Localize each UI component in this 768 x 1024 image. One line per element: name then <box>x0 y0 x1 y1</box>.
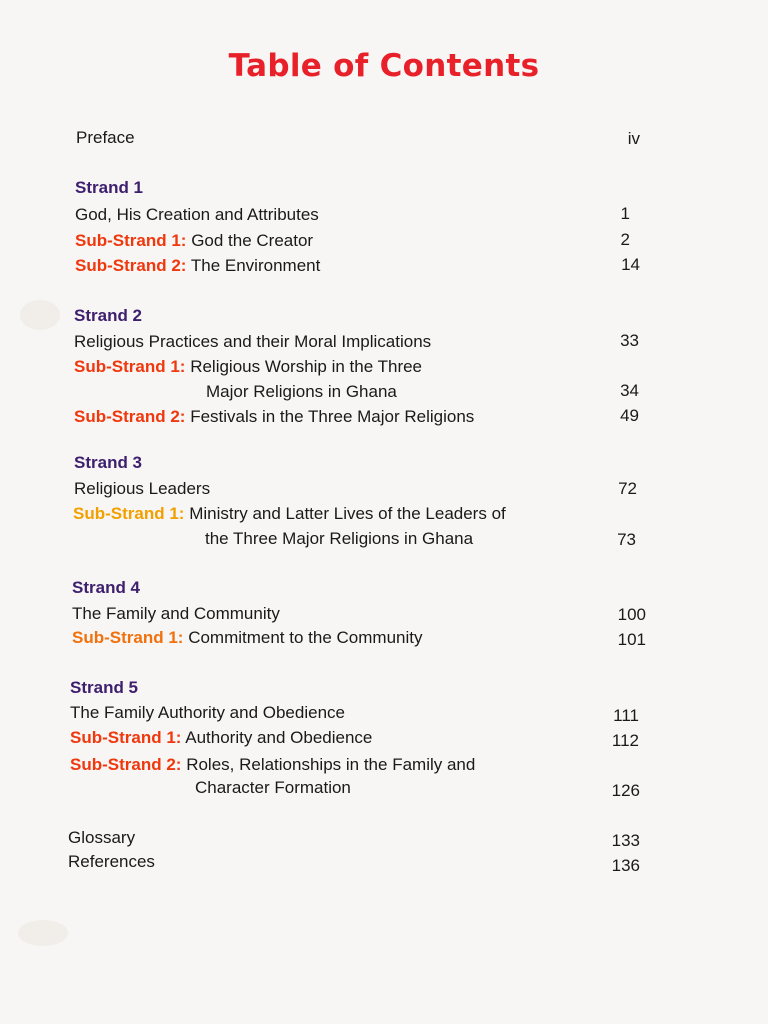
sub-strand-label: Sub-Strand 1: <box>70 728 182 747</box>
toc-glossary-label[interactable]: Glossary <box>68 828 136 847</box>
strand-4-topic-page: 100 <box>617 605 646 624</box>
strand-3-sub-1-page: 73 <box>617 530 636 549</box>
sub-strand-text: Commitment to the Community <box>188 628 423 647</box>
strand-1-topic-page: 1 <box>620 204 630 223</box>
toc-references-label[interactable]: References <box>68 852 155 871</box>
strand-1-sub-2[interactable] <box>75 255 320 277</box>
sub-strand-text: Ministry and Latter Lives of the Leaders of <box>189 504 506 523</box>
toc-preface-label[interactable]: Preface <box>76 128 135 147</box>
strand-3-sub-1[interactable] <box>73 503 506 525</box>
sub-strand-label: Sub-Strand 1: <box>74 357 186 376</box>
strand-3-heading[interactable]: Strand 3 <box>74 453 143 472</box>
strand-2-sub-1[interactable] <box>74 356 422 378</box>
strand-1-sub-1-page: 2 <box>620 230 630 249</box>
strand-2-sub-2[interactable] <box>74 406 474 428</box>
sub-strand-label: Sub-Strand 1: <box>72 628 184 647</box>
strand-1-topic[interactable]: God, His Creation and Attributes <box>75 205 319 224</box>
sub-strand-label: Sub-Strand 1: <box>75 231 187 250</box>
strand-1-sub-1[interactable] <box>75 230 313 252</box>
sub-strand-label: Sub-Strand 2: <box>75 256 187 275</box>
sub-strand-label: Sub-Strand 1: <box>73 504 185 523</box>
sub-strand-text: Roles, Relationships in the Family and <box>186 755 476 774</box>
strand-2-sub-2-page: 49 <box>620 406 639 425</box>
page-title: Table of Contents <box>228 48 540 84</box>
toc-preface-page: iv <box>627 129 640 148</box>
strand-2-heading[interactable]: Strand 2 <box>74 306 143 325</box>
strand-5-sub-2-line2[interactable]: Character Formation <box>195 778 351 797</box>
strand-4-heading[interactable]: Strand 4 <box>72 578 141 597</box>
sub-strand-label: Sub-Strand 2: <box>70 755 182 774</box>
sub-strand-label: Sub-Strand 2: <box>74 407 186 426</box>
strand-1-sub-2-page: 14 <box>621 255 640 274</box>
strand-2-sub-1-page: 34 <box>620 381 639 400</box>
strand-4-topic[interactable]: The Family and Community <box>72 604 280 623</box>
paper-stain <box>18 920 68 946</box>
strand-5-sub-1-page: 112 <box>611 731 639 750</box>
strand-3-topic-page: 72 <box>618 479 637 498</box>
strand-4-sub-1-page: 101 <box>617 630 646 649</box>
sub-strand-text: God the Creator <box>191 231 314 250</box>
strand-5-sub-1[interactable] <box>70 727 372 749</box>
strand-4-sub-1[interactable] <box>72 627 422 649</box>
strand-5-sub-2-page: 126 <box>611 781 640 800</box>
sub-strand-text: Festivals in the Three Major Religions <box>190 407 475 426</box>
paper-stain <box>20 300 60 330</box>
sub-strand-text: The Environment <box>190 256 321 275</box>
sub-strand-text: Authority and Obedience <box>185 728 373 747</box>
strand-3-sub-1-line2[interactable]: the Three Major Religions in Ghana <box>205 529 474 548</box>
strand-2-topic-page: 33 <box>620 331 639 350</box>
toc-references-page: 136 <box>611 856 640 875</box>
sub-strand-text: Religious Worship in the Three <box>190 357 423 376</box>
toc-glossary-page: 133 <box>611 831 640 850</box>
strand-2-sub-1-line2[interactable]: Major Religions in Ghana <box>206 382 397 401</box>
strand-1-heading[interactable]: Strand 1 <box>75 178 144 197</box>
strand-5-heading[interactable]: Strand 5 <box>70 678 139 697</box>
strand-2-topic[interactable]: Religious Practices and their Moral Implications <box>74 332 432 351</box>
strand-5-sub-2[interactable] <box>70 754 475 776</box>
strand-3-topic[interactable]: Religious Leaders <box>74 479 211 498</box>
strand-5-topic-page: 111 <box>613 706 639 725</box>
strand-5-topic[interactable]: The Family Authority and Obedience <box>70 703 345 722</box>
